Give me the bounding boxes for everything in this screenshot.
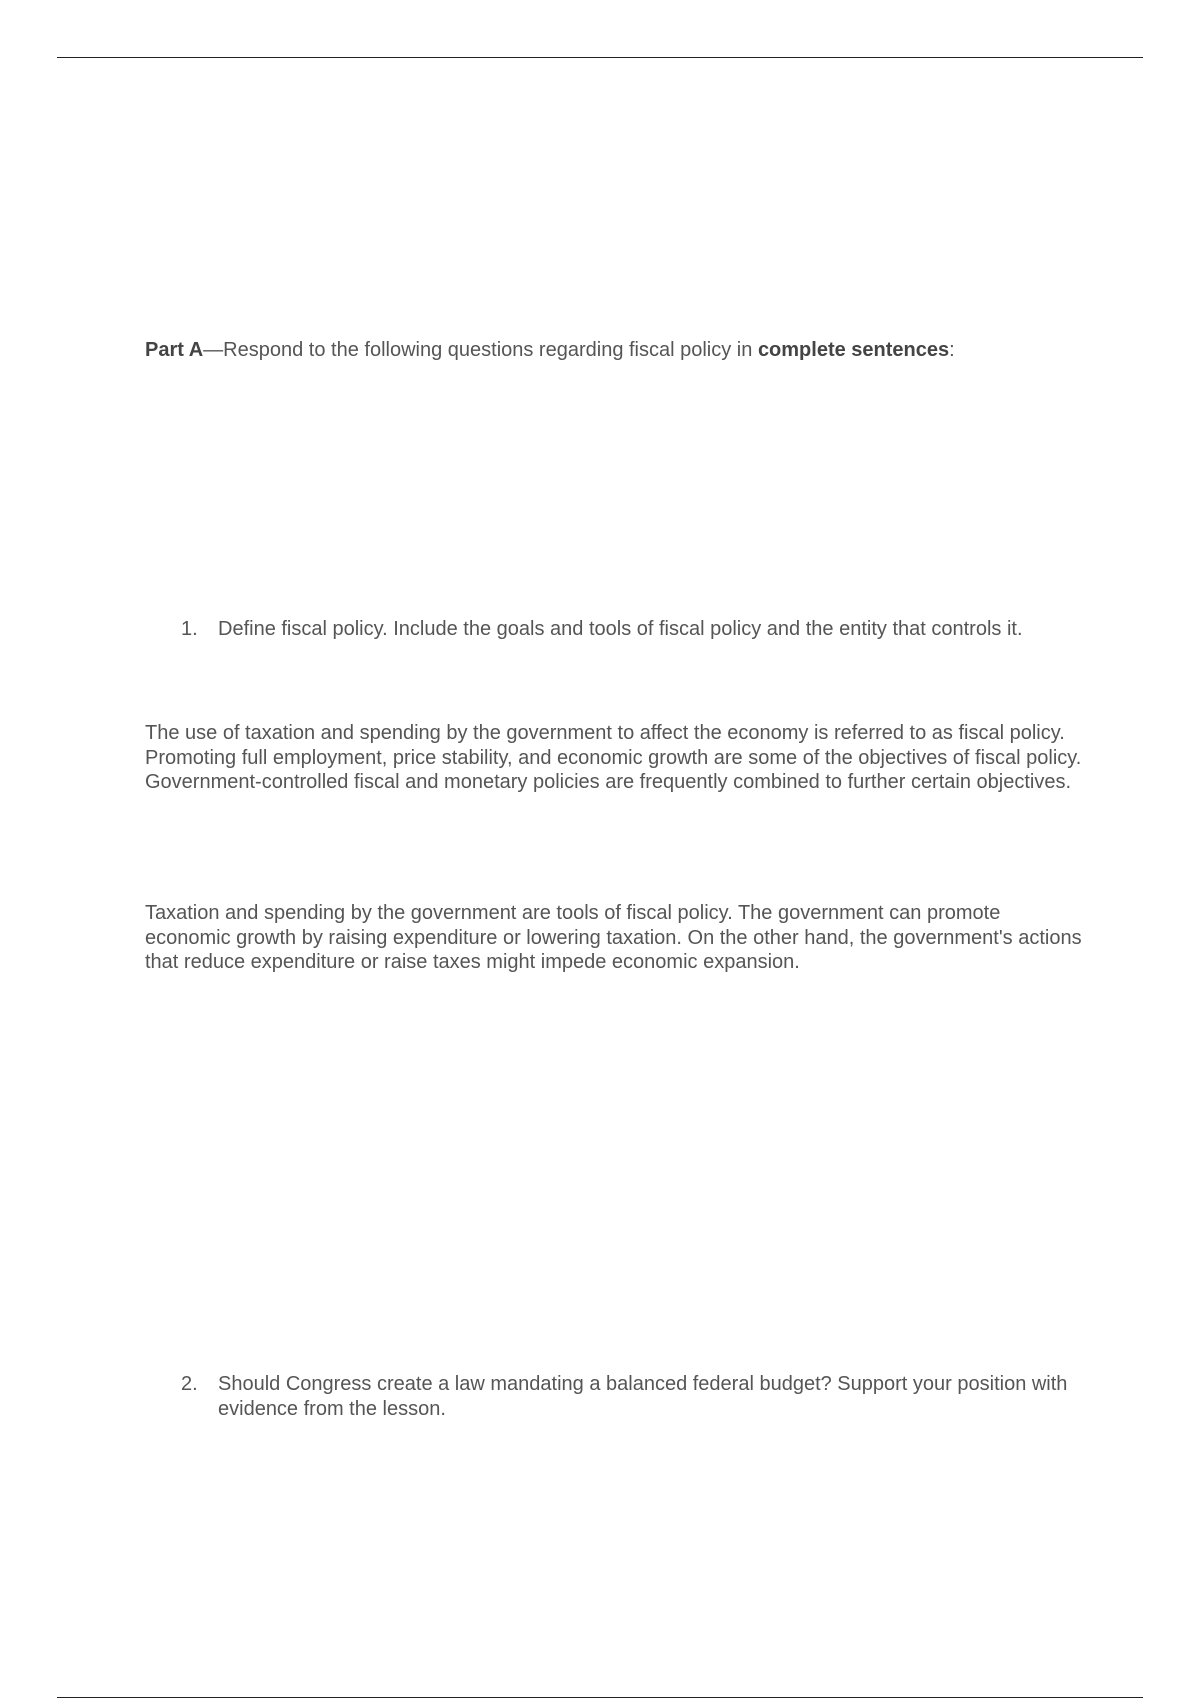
answer-paragraph-2: Taxation and spending by the government are tools of fiscal policy. The government can promote economic growth by raising expenditure or lowering taxation. On the other hand, the government's actions that reduce expenditure or raise taxes might impede economic expansion.: [145, 902, 1082, 973]
question-2-number: 2.: [181, 1373, 198, 1395]
answer-paragraph-1: The use of taxation and spending by the government to affect the economy is referred to as fiscal policy. Promoting full employment, price stability, and economic growth are some of the objectives of fiscal policy. Government-controlled fiscal and monetary policies are frequently combined to further certain objectives.: [145, 722, 1082, 793]
part-a-text: —Respond to the following questions regarding fiscal policy in: [203, 339, 758, 361]
question-1-number: 1.: [181, 618, 198, 640]
part-a-emphasis: complete sentences: [757, 339, 950, 361]
question-1-text: Define fiscal policy. Include the goals and tools of fiscal policy and the entity that controls it.: [218, 618, 1023, 640]
question-2-text: Should Congress create a law mandating a balanced federal budget? Support your position with evidence from the lesson.: [218, 1373, 1068, 1420]
footer-rule: [57, 1697, 1143, 1698]
part-a-end: :: [949, 339, 955, 361]
header-rule: [57, 57, 1143, 58]
part-a-instructions: [145, 338, 955, 363]
part-a-label: Part A: [145, 339, 204, 361]
